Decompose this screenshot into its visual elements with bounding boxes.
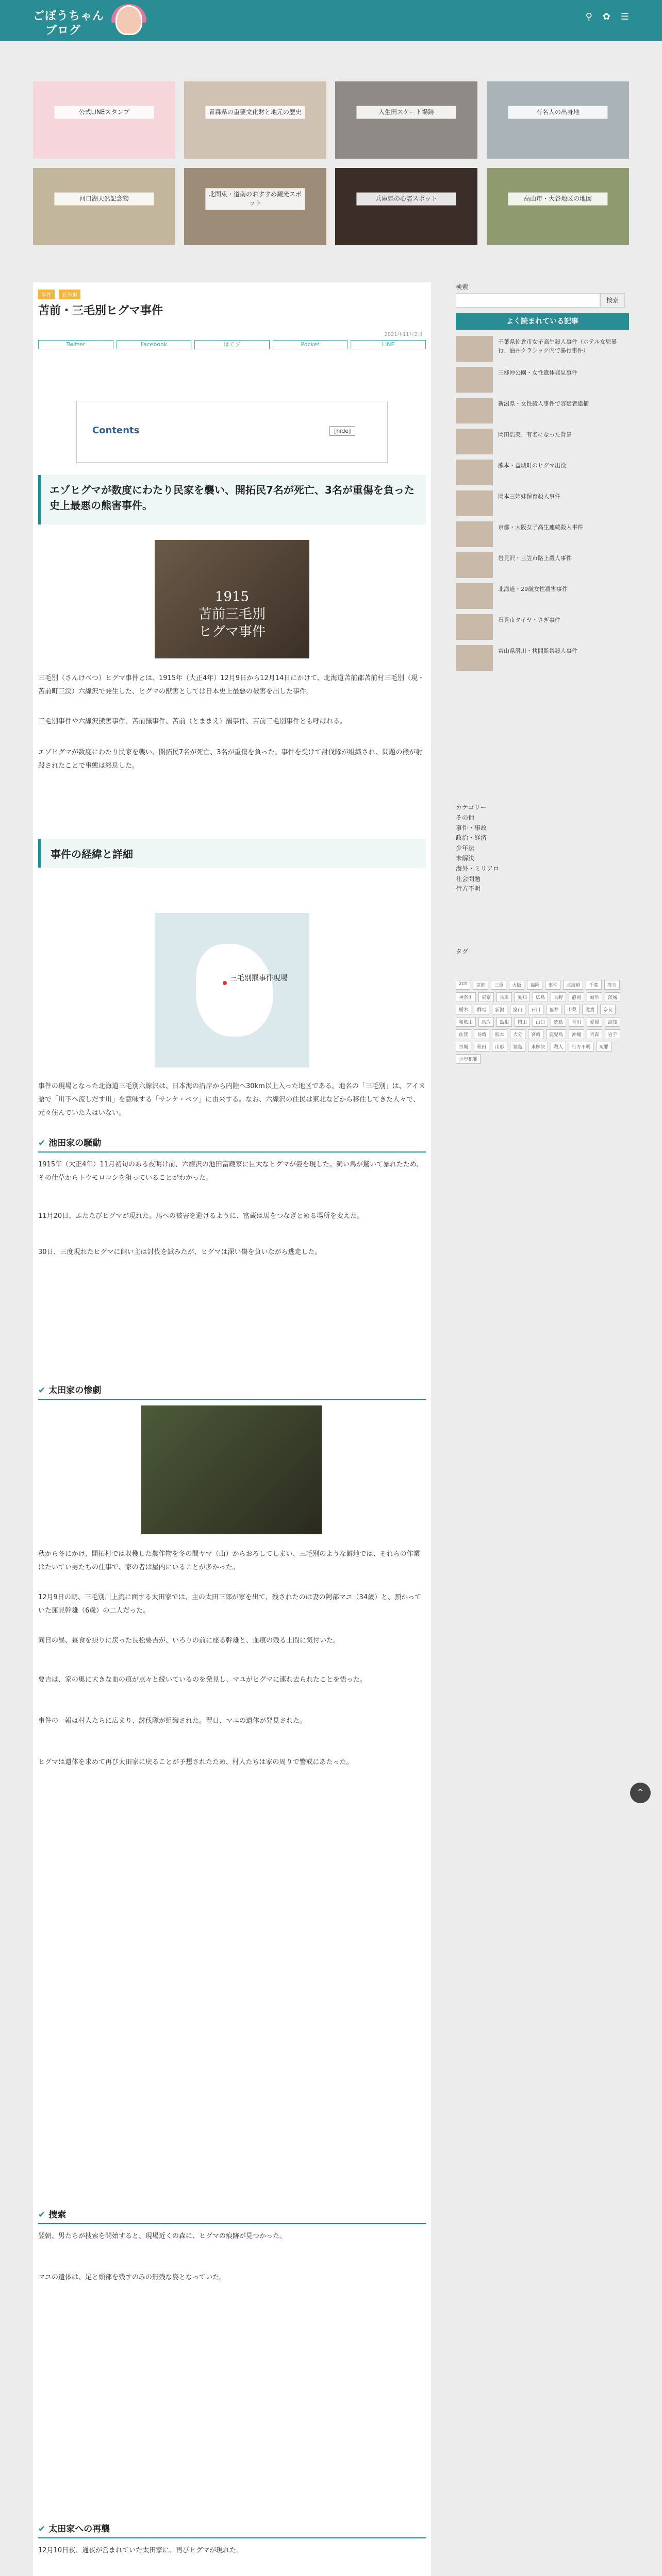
share-twitter-button[interactable]: Twitter [38, 340, 113, 349]
tag-link[interactable]: 島根 [496, 1017, 512, 1027]
intro-paragraph: エゾヒグマが数度にわたり民家を襲い、開拓民7名が死亡、3名が重傷を負った。事件を受けて討伐隊が組織され、問題の熊が射殺されたことで事態は終息した。 [38, 749, 423, 770]
tag-link[interactable]: 新潟 [492, 1005, 507, 1014]
tag-link[interactable]: 富山 [510, 1005, 525, 1014]
ranking-item[interactable] [456, 612, 629, 642]
tag-link[interactable]: 福井 [546, 1005, 561, 1014]
ranking-text: 岩見沢・三笠市路上殺人事件 [498, 555, 572, 562]
tag-link[interactable]: 2ch [456, 980, 470, 990]
intro-paragraph: 三毛別事件や六線沢熊害事件、苫前羆事件、苫前（とままえ）羆事件、苫前三毛別事件とも呼ばれる。 [38, 718, 347, 725]
ranking-text: 岡田浩美、有名になった背景 [498, 431, 572, 438]
tag-link[interactable]: 東京 [478, 992, 494, 1002]
check-icon: ✔ [38, 2524, 46, 2534]
ranking-thumb [456, 398, 493, 423]
article-date: 2021年11月2日 [384, 332, 423, 337]
tag-link[interactable]: 岐阜 [587, 992, 602, 1002]
ranking-item[interactable] [456, 519, 629, 549]
ranking-thumb [456, 645, 493, 671]
site-logo[interactable] [33, 4, 136, 36]
tag-link[interactable]: 山口 [533, 1017, 548, 1027]
section-paragraph: 1915年（大正4年）11月初旬のある夜明け前、六線沢の池田富蔵家に巨大なヒグマが姿を現した。飼い馬が驚いて暴れたため、その仕草からトウモロコシを狙っていることがわかった。 [38, 1161, 423, 1182]
section-paragraph: 11月20日、ふたたびヒグマが現れた。馬への被害を避けるように、富蔵は馬をつなぎとめる場所を変えた。 [38, 1212, 364, 1220]
tag-link[interactable]: 岡山 [515, 1017, 530, 1027]
tag-link[interactable]: 未解決 [528, 1042, 548, 1052]
article-title: 苫前・三毛別ヒグマ事件 [38, 304, 163, 317]
ranking-item[interactable] [456, 643, 629, 673]
section-paragraph: 要吉は、家の奥に大きな血の痕が点々と続いているのを発見し、マユがヒグマに連れ去られたことを悟った。 [38, 1676, 367, 1684]
category-link[interactable]: 少年法 [456, 844, 475, 852]
twitter-icon[interactable]: ✿ [602, 11, 610, 22]
tag-link[interactable]: 鹿児島 [546, 1029, 566, 1039]
subsection-heading [38, 2204, 426, 2224]
site-header [0, 0, 662, 41]
category-list [456, 803, 629, 894]
tag-link[interactable]: 山形 [492, 1042, 507, 1052]
share-bar [38, 340, 426, 349]
banner-tile-4[interactable] [487, 81, 629, 159]
tag-link[interactable]: 高知 [605, 1017, 620, 1027]
tag-link[interactable]: 広島 [533, 992, 548, 1002]
tag-link[interactable]: 徳島 [551, 1017, 566, 1027]
logo-face [115, 5, 142, 35]
ranking-thumb [456, 460, 493, 485]
subsection-title: 捜索 [48, 2210, 67, 2220]
ranking-text: 千葉県佐倉市女子高生殺人事件（ホテル女児暴行、油井クラシック内で暴行事件） [498, 338, 617, 354]
ranking-title: よく読まれている記事 [456, 313, 629, 330]
search-input[interactable] [456, 293, 600, 308]
check-icon: ✔ [38, 2210, 46, 2220]
tag-link[interactable]: 沖縄 [569, 1029, 584, 1039]
tag-link[interactable]: 和歌山 [456, 1017, 476, 1027]
check-icon: ✔ [38, 1385, 46, 1396]
banner-label-2: 青森県の重要文化財と地元の歴史 [205, 106, 305, 119]
tag-link[interactable]: 殺人 [551, 1042, 566, 1052]
category-badge[interactable]: 北海道 [59, 290, 80, 299]
category-link[interactable]: 海外・ミリアロ [456, 865, 500, 872]
subsection-heading [38, 2518, 426, 2538]
banner-label-1: 公式LINEスタンプ [54, 106, 154, 119]
subsection-heading [38, 1380, 426, 1400]
share-pocket-button[interactable]: Pocket [273, 340, 348, 349]
hero-caption: 1915 苫前三毛別 ヒグマ事件 [198, 589, 266, 640]
sidebar [456, 282, 629, 1062]
section-heading: 事件の経緯と詳細 [38, 839, 426, 868]
ranking-text: 岡本三姉妹保育殺人事件 [498, 493, 560, 500]
tag-link[interactable]: 大分 [510, 1029, 525, 1039]
banner-tile-7[interactable] [335, 168, 477, 245]
subsection-title: 太田家の惨劇 [48, 1385, 102, 1396]
map-marker-icon [223, 981, 227, 985]
subsection-title: 池田家の騒動 [48, 1138, 102, 1148]
subsection-title: 太田家への再襲 [48, 2524, 110, 2534]
ranking-text: 京都・大阪女子高生連続殺人事件 [498, 524, 583, 531]
tag-link[interactable]: 静岡 [569, 992, 584, 1002]
banner-label-5: 河口湖天然記念物 [54, 193, 154, 206]
tag-link[interactable]: 行方不明 [569, 1042, 593, 1052]
tag-link[interactable]: 長崎 [474, 1029, 489, 1039]
tag-link[interactable]: 兵庫 [496, 992, 512, 1002]
ranking-text: 新潟県・女性殺人事件で容疑者逮捕 [498, 400, 589, 407]
section-paragraph: 翌朝、男たちが捜索を開始すると、現場近くの森に、ヒグマの痕跡が見つかった。 [38, 2232, 287, 2240]
banner-tile-8[interactable] [487, 168, 629, 245]
ranking-item[interactable] [456, 488, 629, 518]
article [33, 282, 431, 2576]
ranking-text: 熊本・益城町のヒグマ出没 [498, 462, 566, 469]
banner-tile-1[interactable] [33, 81, 175, 159]
section-paragraph: 事件の現場となった北海道三毛別六線沢は、日本海の沿岸から内陸へ30km以上入った地区である。地名の「三毛別」は、アイヌ語で「川下へ流しだす川」を意味する「サンケ・ペツ」に由来する。なお、六線沢の住民は東北などから移住してきた人々で、元々住んでいた人はいない。 [38, 1082, 425, 1117]
ranking-thumb [456, 521, 493, 547]
banner-label-4: 有名人の出身地 [508, 106, 607, 119]
section-paragraph: マユの遺体は、足と頭部を残すのみの無残な姿となっていた。 [38, 2274, 226, 2281]
banner-tile-3[interactable] [335, 81, 477, 159]
tag-link[interactable]: 群馬 [474, 1005, 489, 1014]
map-land [196, 944, 273, 1037]
banner-label-3: 入生田スケート場跡 [356, 106, 456, 119]
section-paragraph: 秋から冬にかけ、開拓村では収穫した農作物を冬の間ヤマ（山）からおろしてしまい、三毛別のような僻地では、それらの作業はたいてい男たちの仕事で、家の者は屋内にいることが多かった。 [38, 1550, 420, 1571]
intro-paragraph: 三毛別（さんけべつ）ヒグマ事件とは、1915年（大正4年）12月9日から12月14日にかけて、北海道苫前郡苫前村三毛別（現・苫前町三渓）六線沢で発生した、ヒグマの獣害としては日本史上最悪の被害を出した事件。 [38, 674, 424, 696]
tag-link[interactable]: 事件 [545, 980, 560, 990]
search-label: 検索 [456, 283, 469, 291]
category-badge[interactable]: 事件 [38, 290, 55, 299]
tag-link[interactable]: 北海道 [563, 980, 583, 990]
ranking-thumb [456, 614, 493, 640]
section-paragraph: ヒグマは遺体を求めて再び太田家に戻ることが予想されたため、村人たちは家の周りで警戒にあたった。 [38, 1758, 353, 1766]
tag-link[interactable]: 宮崎 [528, 1029, 543, 1039]
section-paragraph: 同日の昼、昼食を摂りに戻った長松要吉が、いろりの前に座る幹雄と、血痕の残る土間に気付いた。 [38, 1637, 340, 1645]
check-icon: ✔ [38, 1138, 46, 1148]
tag-link[interactable]: 福島 [510, 1042, 525, 1052]
banner-tile-2[interactable] [184, 81, 326, 159]
tag-link[interactable]: 神奈川 [456, 992, 476, 1002]
banner-label-6: 北関東・道南のおすすめ観光スポット [205, 188, 305, 210]
tag-link[interactable]: 愛媛 [587, 1017, 602, 1027]
banner-tile-6[interactable] [184, 168, 326, 245]
tag-link[interactable]: 福岡 [527, 980, 542, 990]
ranking-thumb [456, 429, 493, 454]
lead-box: エゾヒグマが数度にわたり民家を襲い、開拓民7名が死亡、3名が重傷を負った史上最悪の熊害事件。 [38, 475, 426, 524]
tag-cloud [456, 980, 629, 1064]
tag-link[interactable]: 岩手 [605, 1029, 620, 1039]
category-link[interactable]: 事件・事故 [456, 824, 487, 832]
menu-icon[interactable]: ☰ [620, 11, 629, 22]
tag-link[interactable]: 大阪 [509, 980, 524, 990]
share-line-button[interactable]: LINE [351, 340, 426, 349]
tag-link[interactable]: 宮城 [456, 1042, 471, 1052]
tag-link[interactable]: 佐賀 [456, 1029, 471, 1039]
tag-link[interactable]: 少年犯罪 [456, 1054, 481, 1064]
tag-link[interactable]: 愛知 [515, 992, 530, 1002]
ranking-thumb [456, 490, 493, 516]
toc-hide-button[interactable]: [hide] [329, 426, 355, 436]
share-hatena-button[interactable]: はてブ [194, 340, 270, 349]
tag-link[interactable]: 栃木 [456, 1005, 471, 1014]
ranking-item[interactable] [456, 427, 629, 456]
ranking-text: 富山県滑川・拷問監禁殺人事件 [498, 648, 577, 654]
tag-link[interactable]: 茨城 [605, 992, 620, 1002]
ranking-item[interactable] [456, 457, 629, 487]
tag-link[interactable]: 三重 [491, 980, 506, 990]
category-heading: カテゴリー [456, 804, 487, 811]
banner-label-8: 高山市・大谷地区の地図 [508, 193, 607, 206]
tag-link[interactable]: 冤罪 [596, 1042, 611, 1052]
map-label: 三毛別羆事件現場 [230, 974, 288, 982]
section-paragraph: 12月9日の朝、三毛別川上流に面する太田家では、主の太田三郎が家を出て、残されたのは妻の阿部マユ（34歳）と、預かっていた蓮見幹雄（6歳）の二人だった。 [38, 1594, 422, 1615]
tag-link[interactable]: 山梨 [564, 1005, 580, 1014]
ranking-item[interactable] [456, 550, 629, 580]
tag-link[interactable]: 石川 [528, 1005, 543, 1014]
ranking-item[interactable] [456, 396, 629, 426]
search-icon[interactable]: ⚲ [585, 11, 592, 22]
category-link[interactable]: その他 [456, 814, 475, 821]
tag-link[interactable]: 千葉 [586, 980, 601, 990]
tag-link[interactable]: 京都 [473, 980, 488, 990]
tag-link[interactable]: 青森 [587, 1029, 602, 1039]
ranking-item[interactable] [456, 365, 629, 395]
logo-line2: ブログ [45, 24, 81, 37]
ranking-thumb [456, 583, 493, 609]
banner-tile-5[interactable] [33, 168, 175, 245]
scroll-to-top-button[interactable]: ⌃ [630, 1783, 651, 1803]
section-paragraph: 30日、三度現れたヒグマに飼い主は討伐を試みたが、ヒグマは深い傷を負いながら逃走した。 [38, 1248, 322, 1256]
tag-link[interactable]: 埼玉 [604, 980, 620, 990]
ranking-item[interactable] [456, 581, 629, 611]
category-link[interactable]: 行方不明 [456, 885, 481, 893]
search-widget [456, 282, 629, 308]
toc-title: Contents [92, 425, 140, 436]
section-paragraph: 事件の一報は村人たちに広まり、討伐隊が組織された。翌日、マユの遺体が発見された。 [38, 1717, 307, 1725]
logo-line1: ごぼうちゃん [33, 10, 105, 23]
table-of-contents [76, 401, 388, 463]
ranking-text: 北海道・29歳女性殺害事件 [498, 586, 568, 592]
cabin-image [141, 1405, 322, 1534]
tag-link[interactable]: 長野 [551, 992, 566, 1002]
ranking-text: 石見市タイヤ・さぎ事件 [498, 617, 560, 623]
category-link[interactable]: 社会問題 [456, 875, 481, 883]
section-paragraph: 12月10日夜、通夜が営まれていた太田家に、再びヒグマが現れた。 [38, 2547, 243, 2554]
tag-link[interactable]: 熊本 [492, 1029, 507, 1039]
banner-label-7: 兵庫県の心霊スポット [356, 193, 456, 206]
location-map [155, 913, 309, 1067]
tag-link[interactable]: 鳥取 [478, 1017, 494, 1027]
category-link[interactable]: 政治・経済 [456, 834, 487, 842]
ranking-item[interactable] [456, 334, 629, 364]
share-facebook-button[interactable]: Facebook [117, 340, 192, 349]
tag-link[interactable]: 秋田 [474, 1042, 489, 1052]
ranking-thumb [456, 367, 493, 393]
ranking-thumb [456, 336, 493, 362]
tag-link[interactable]: 香川 [569, 1017, 584, 1027]
banner-grid [33, 81, 629, 257]
category-link[interactable]: 未解決 [456, 854, 475, 862]
tag-link[interactable]: 滋賀 [582, 1005, 598, 1014]
ranking-text: 三郷沖公園・女性遺体発見事件 [498, 369, 577, 376]
tag-heading: タグ [456, 948, 469, 955]
hero-image [155, 540, 309, 658]
subsection-heading [38, 1132, 426, 1153]
ranking-thumb [456, 552, 493, 578]
search-button[interactable]: 検索 [600, 293, 625, 308]
tag-link[interactable]: 奈良 [600, 1005, 616, 1014]
